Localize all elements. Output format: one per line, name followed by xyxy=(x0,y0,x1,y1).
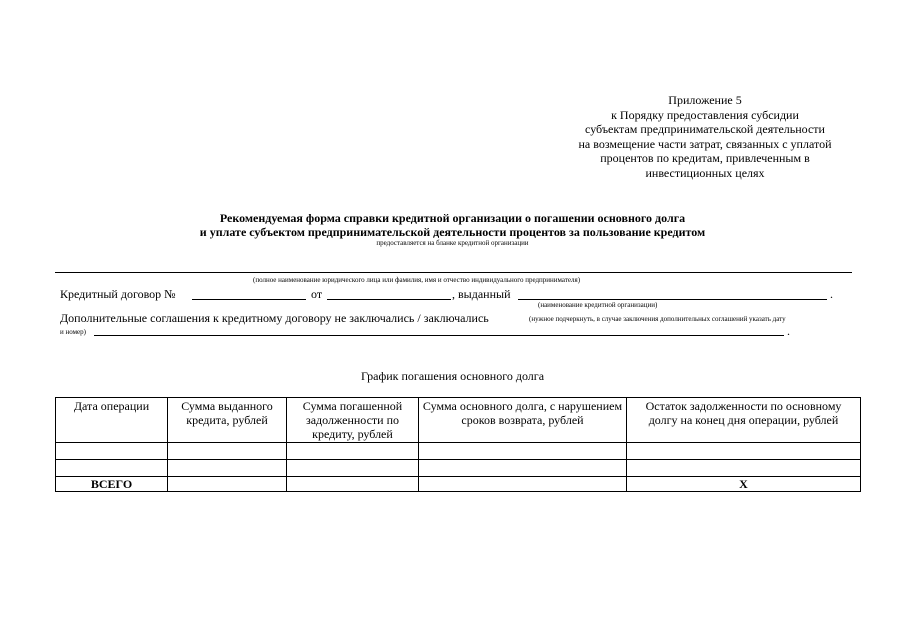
agreements-text: Дополнительные соглашения к кредитному договору не заключались / заключались xyxy=(60,311,489,325)
schedule-title: График погашения основного долга xyxy=(360,369,545,383)
agreements-end-dot: . xyxy=(787,324,790,338)
column-header: Сумма погашенной задолженности по кредиту, рублей xyxy=(287,398,419,443)
appendix-line: инвестиционных целях xyxy=(645,165,765,180)
table-cell[interactable] xyxy=(56,460,168,477)
table-cell[interactable] xyxy=(168,460,287,477)
table-cell[interactable] xyxy=(419,460,627,477)
bank-name-field[interactable] xyxy=(518,299,827,300)
agreements-hint-2: и номер) xyxy=(60,328,86,336)
table-cell[interactable] xyxy=(168,443,287,460)
table-row xyxy=(56,460,861,477)
appendix-header xyxy=(555,93,855,181)
agreements-hint: (нужное подчеркнуть, в случае заключения дополнительных соглашений указать дату xyxy=(529,315,786,323)
form-title xyxy=(0,211,905,248)
total-cell-x: Х xyxy=(627,477,861,492)
appendix-line: к Порядку предоставления субсидии xyxy=(611,107,799,122)
table-cell[interactable] xyxy=(627,460,861,477)
table-header-row xyxy=(56,398,861,443)
contract-label: Кредитный договор № xyxy=(60,287,176,301)
table-cell[interactable] xyxy=(287,460,419,477)
table-cell[interactable] xyxy=(627,443,861,460)
title-line-1: Рекомендуемая форма справки кредитной организации о погашении основного долга xyxy=(219,211,686,225)
column-header: Дата операции xyxy=(56,398,168,443)
org-name-hint: (полное наименование юридического лица или фамилия, имя и отчество индивидуального предпринимателя) xyxy=(253,276,581,284)
agreements-field[interactable] xyxy=(94,335,784,336)
bank-hint: (наименование кредитной организации) xyxy=(538,301,658,309)
title-note: предоставляется на бланке кредитной организации xyxy=(376,239,529,247)
total-cell[interactable] xyxy=(287,477,419,492)
total-cell[interactable] xyxy=(168,477,287,492)
total-cell[interactable] xyxy=(419,477,627,492)
contract-end-dot: . xyxy=(830,287,833,301)
contract-date-field[interactable] xyxy=(327,299,451,300)
table-cell[interactable] xyxy=(287,443,419,460)
repayment-schedule-table xyxy=(55,397,861,492)
column-header: Сумма основного долга, с нарушением сроков возврата, рублей xyxy=(419,398,627,443)
appendix-line: Приложение 5 xyxy=(668,93,742,107)
contract-number-field[interactable] xyxy=(192,299,306,300)
from-label: от xyxy=(311,287,323,301)
total-row xyxy=(56,477,861,492)
title-line-2: и уплате субъектом предпринимательской деятельности процентов за пользование кредитом xyxy=(199,225,706,239)
appendix-line: субъектам предпринимательской деятельности xyxy=(585,122,825,137)
appendix-line: на возмещение части затрат, связанных с уплатой xyxy=(578,136,832,151)
table-row xyxy=(56,443,861,460)
table-cell[interactable] xyxy=(419,443,627,460)
appendix-line: процентов по кредитам, привлеченным в xyxy=(600,151,810,166)
column-header: Остаток задолженности по основному долгу на конец дня операции, рублей xyxy=(627,398,861,443)
table-cell[interactable] xyxy=(56,443,168,460)
org-name-line[interactable] xyxy=(55,272,852,273)
column-header: Сумма выданного кредита, рублей xyxy=(168,398,287,443)
total-label: ВСЕГО xyxy=(56,477,168,492)
issued-label: , выданный xyxy=(452,287,511,301)
